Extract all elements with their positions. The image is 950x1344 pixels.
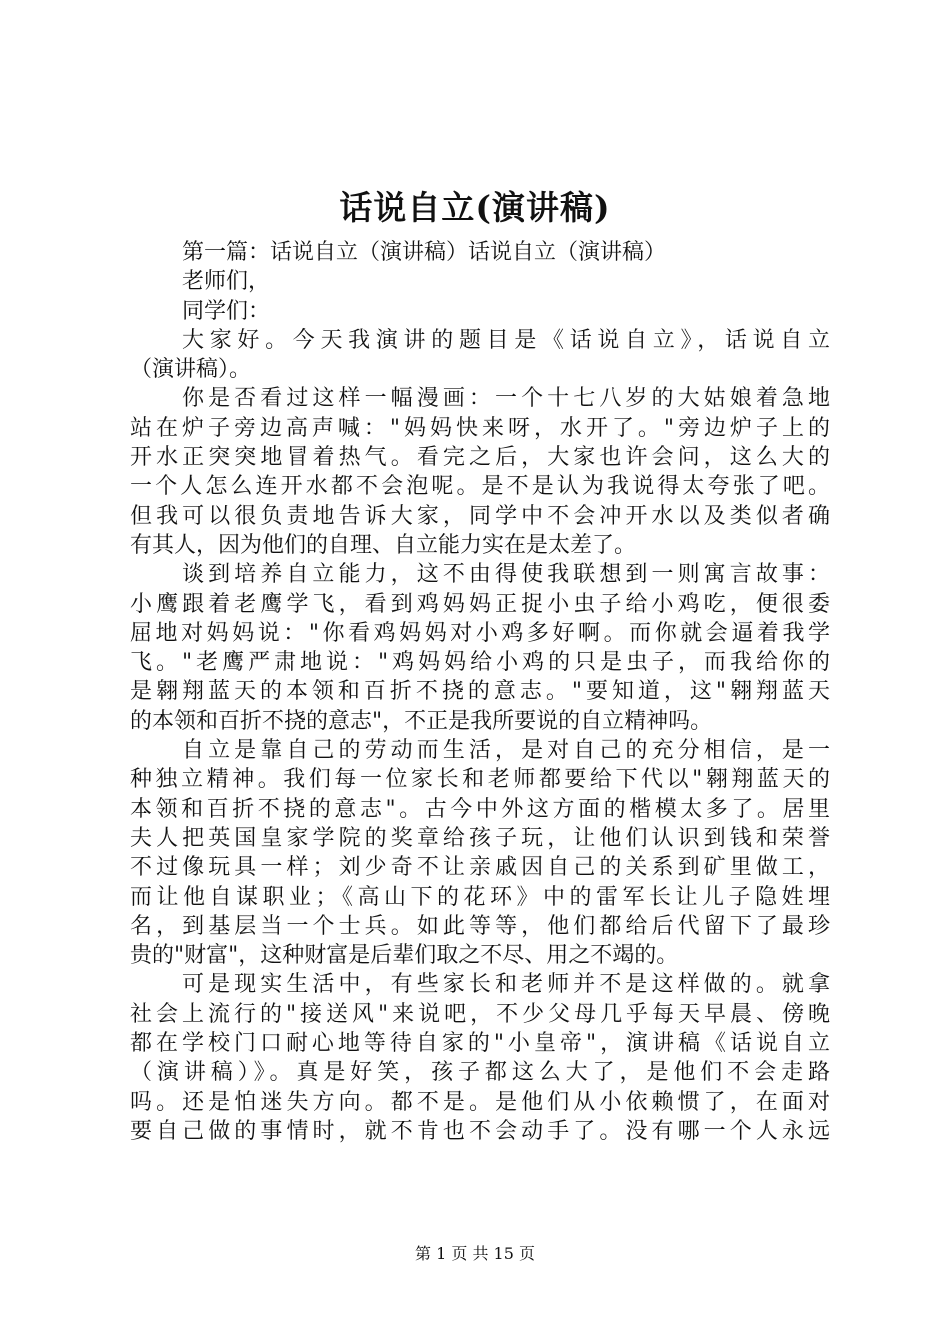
text-line: 飞。"老鹰严肃地说："鸡妈妈给小鸡的只是虫子，而我给你的 xyxy=(130,650,830,676)
document-body xyxy=(130,238,830,1146)
page-footer: 第 1 页 共 15 页 xyxy=(415,1244,535,1263)
text-line: 种独立精神。我们每一位家长和老师都要给下代以"翱翔蓝天的 xyxy=(130,767,830,793)
text-line: 自立是靠自己的劳动而生活，是对自己的充分相信，是一 xyxy=(182,738,830,764)
text-line: 贵的"财富"，这种财富是后辈们取之不尽、用之不竭的。 xyxy=(130,943,679,969)
text-line: 要自己做的事情时，就不肯也不会动手了。没有哪一个人永远 xyxy=(130,1118,830,1144)
text-line: 不过像玩具一样；刘少奇不让亲戚因自己的关系到矿里做工， xyxy=(130,855,830,881)
document-title: 话说自立(演讲稿) xyxy=(339,188,611,227)
text-line: 可是现实生活中，有些家长和老师并不是这样做的。就拿 xyxy=(182,972,830,998)
text-line: 第一篇：话说自立（演讲稿）话说自立（演讲稿） xyxy=(182,240,667,265)
text-line: 开水正突突地冒着热气。看完之后，大家也许会问，这么大的 xyxy=(130,445,830,471)
text-line: 名，到基层当一个士兵。如此等等，他们都给后代留下了最珍 xyxy=(130,913,830,939)
text-line: 有其人，因为他们的自理、自立能力实在是太差了。 xyxy=(130,532,637,558)
text-line: 站在炉子旁边高声喊："妈妈快来呀，水开了。"旁边炉子上的 xyxy=(130,415,830,441)
text-line: 都在学校门口耐心地等待自家的"小皇帝"，演讲稿《话说自立 xyxy=(130,1031,830,1057)
text-line: 你是否看过这样一幅漫画：一个十七八岁的大姑娘着急地 xyxy=(182,386,830,412)
text-line: 屈地对妈妈说："你看鸡妈妈对小鸡多好啊。而你就会逼着我学 xyxy=(130,620,830,646)
text-line: 是翱翔蓝天的本领和百折不挠的意志。"要知道，这"翱翔蓝天 xyxy=(130,679,830,705)
text-line: 小鹰跟着老鹰学飞，看到鸡妈妈正捉小虫子给小鸡吃，便很委 xyxy=(130,591,830,617)
text-line: 社会上流行的"接送风"来说吧，不少父母几乎每天早晨、傍晚 xyxy=(130,1001,830,1027)
text-line: 一个人怎么连开水都不会泡呢。是不是认为我说得太夸张了吧。 xyxy=(130,474,830,500)
text-line: 老师们， xyxy=(182,269,271,295)
text-line: 但我可以很负责地告诉大家，同学中不会冲开水以及类似者确 xyxy=(130,503,830,529)
text-line: 吗。还是怕迷失方向。都不是。是他们从小依赖惯了，在面对 xyxy=(130,1089,830,1115)
text-line: 而让他自谋职业；《高山下的花环》中的雷军长让儿子隐姓埋 xyxy=(130,884,830,910)
text-line: 本领和百折不挠的意志"。古今中外这方面的楷模太多了。居里 xyxy=(130,796,830,822)
text-line: 夫人把英国皇家学院的奖章给孩子玩，让他们认识到钱和荣誉 xyxy=(130,825,830,851)
text-line: 大家好。今天我演讲的题目是《话说自立》，话说自立 xyxy=(182,327,830,353)
text-line: （演讲稿）。 xyxy=(130,357,252,383)
text-line: 的本领和百折不挠的意志"，不正是我所要说的自立精神吗。 xyxy=(130,708,713,734)
text-line: 谈到培养自立能力，这不由得使我联想到一则寓言故事： xyxy=(182,562,830,588)
text-line: （演讲稿）》。真是好笑，孩子都这么大了，是他们不会走路 xyxy=(130,1060,830,1086)
text-line: 同学们： xyxy=(182,298,271,324)
